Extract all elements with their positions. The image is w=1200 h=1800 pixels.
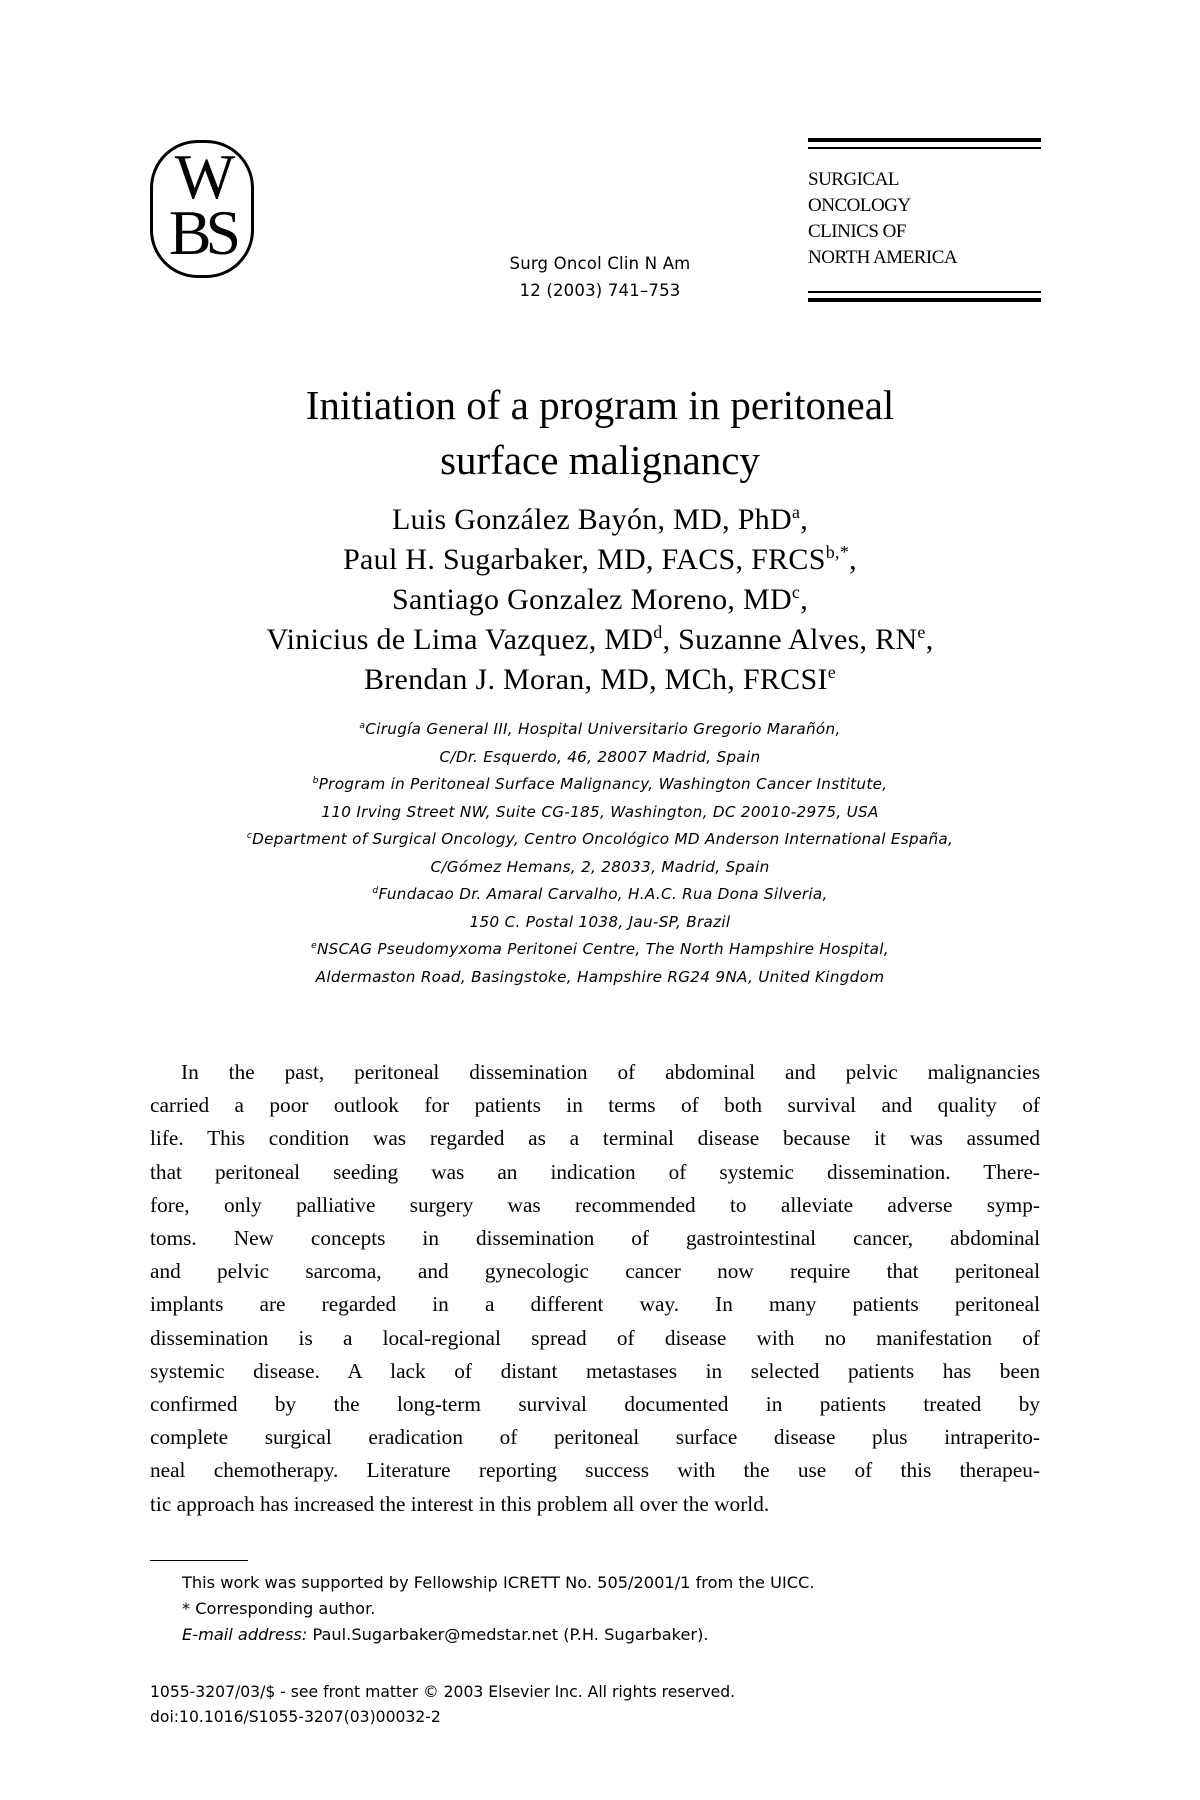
body-line: carried a poor outlook for patients in terms of both survival and quality of (150, 1093, 1040, 1118)
author-line (150, 620, 1050, 660)
author-separator: , (800, 503, 809, 536)
email-note (150, 1622, 1050, 1648)
affiliation-line (150, 936, 1050, 964)
affiliation-marker: b (312, 775, 319, 786)
footnotes (150, 1570, 1050, 1648)
author-affil-marker: b,* (825, 542, 850, 562)
citation-journal: Surg Oncol Clin N Am (509, 254, 691, 273)
body-line: and pelvic sarcoma, and gynecologic cancer now require that peritoneal (150, 1259, 1040, 1284)
affiliation-line: C/Gómez Hemans, 2, 28033, Madrid, Spain (430, 857, 770, 876)
author-line (150, 580, 1050, 620)
journal-top-rule-thin (808, 147, 1041, 149)
author-line (150, 660, 1050, 700)
copyright-line: 1055-3207/03/$ - see front matter © 2003 Elsevier Inc. All rights reserved. (150, 1683, 736, 1701)
affiliation-line: 110 Irving Street NW, Suite CG-185, Washington, DC 20010-2975, USA (321, 802, 879, 821)
author-affil-marker: c (791, 582, 801, 602)
body-paragraph (150, 1056, 1040, 1521)
affiliation-text: Cirugía General III, Hospital Universitario Gregorio Marañón, (365, 720, 841, 738)
journal-name (808, 167, 1041, 271)
email-label: E-mail address: (182, 1625, 308, 1644)
body-line: neal chemotherapy. Literature reporting success with the use of this therapeu- (150, 1458, 1040, 1483)
body-line: dissemination is a local-regional spread of disease with no manifestation of (150, 1325, 1040, 1350)
affiliation-marker: e (311, 940, 318, 951)
body-line: toms. New concepts in dissemination of gastrointestinal cancer, abdominal (150, 1226, 1040, 1251)
author-affil-marker: e (917, 622, 926, 642)
author-name: Luis González Bayón, MD, PhD (391, 503, 792, 536)
body-line: implants are regarded in a different way. In many patients peritoneal (150, 1292, 1040, 1317)
author-name: Vinicius de Lima Vazquez, MD (266, 623, 654, 656)
affiliation-text: Program in Peritoneal Surface Malignancy, Washington Cancer Institute, (318, 775, 888, 793)
publisher-logo (150, 140, 254, 278)
citation-volume: 12 (2003) 741–753 (519, 281, 681, 300)
logo-top-letters: W (174, 141, 230, 212)
affiliation-line (150, 826, 1050, 854)
copyright-block (150, 1680, 1050, 1730)
journal-name-block (808, 138, 1041, 302)
author-separator: , (849, 543, 857, 576)
author-separator: , (800, 583, 809, 616)
author-name: Santiago Gonzalez Moreno, MD (391, 583, 792, 616)
logo-bottom-letters: BS (168, 197, 236, 268)
affiliation-line: Aldermaston Road, Basingstoke, Hampshire RG24 9NA, United Kingdom (315, 967, 885, 986)
affiliation-list (150, 716, 1050, 991)
doi-link[interactable]: doi:10.1016/S1055-3207(03)00032-2 (150, 1708, 441, 1726)
title-line: Initiation of a program in peritoneal (305, 382, 895, 428)
author-line (150, 540, 1050, 580)
affiliation-line (150, 771, 1050, 799)
author-name: , Suzanne Alves, RN (662, 623, 918, 656)
affiliation-text: Department of Surgical Oncology, Centro Oncológico MD Anderson International España, (252, 830, 954, 848)
body-line: that peritoneal seeding was an indication of systemic dissemination. There- (150, 1159, 1040, 1184)
journal-name-line: CLINICS OF (808, 221, 906, 242)
author-line (150, 500, 1050, 540)
author-list (150, 500, 1050, 700)
journal-name-line: ONCOLOGY (808, 195, 911, 216)
affiliation-text: Fundacao Dr. Amaral Carvalho, H.A.C. Rua Dona Silveria, (378, 885, 828, 903)
body-line: confirmed by the long-term survival documented in patients treated by (150, 1392, 1040, 1417)
affiliation-line (150, 716, 1050, 744)
author-name: Brendan J. Moran, MD, MCh, FRCSI (363, 663, 828, 696)
affiliation-marker: a (359, 720, 366, 731)
funding-note: This work was supported by Fellowship ICRETT No. 505/2001/1 from the UICC. (182, 1573, 815, 1592)
author-affil-marker: e (827, 662, 837, 682)
corresponding-author-note: * Corresponding author. (182, 1599, 376, 1618)
affiliation-marker: d (372, 885, 379, 896)
affiliation-line: C/Dr. Esquerdo, 46, 28007 Madrid, Spain (439, 747, 761, 766)
footnote-rule (150, 1560, 248, 1561)
body-line: complete surgical eradication of peritoneal surface disease plus intraperito- (150, 1425, 1040, 1450)
journal-bottom-rule-thin (808, 291, 1041, 293)
journal-top-rule (808, 138, 1041, 142)
author-separator: , (925, 623, 934, 656)
journal-bottom-rule (808, 298, 1041, 302)
email-address-link[interactable]: Paul.Sugarbaker@medstar.net (P.H. Sugarbaker). (307, 1625, 709, 1644)
body-line: fore, only palliative surgery was recommended to alleviate adverse symp- (150, 1192, 1040, 1217)
author-name: Paul H. Sugarbaker, MD, FACS, FRCS (343, 543, 826, 576)
body-line: tic approach has increased the interest in this problem all over the world. (150, 1491, 770, 1516)
affiliation-text: NSCAG Pseudomyxoma Peritonei Centre, The North Hampshire Hospital, (317, 940, 889, 958)
body-line: life. This condition was regarded as a terminal disease because it was assumed (150, 1126, 1040, 1151)
affiliation-line: 150 C. Postal 1038, Jau-SP, Brazil (469, 912, 731, 931)
journal-name-line: SURGICAL (808, 169, 900, 190)
author-affil-marker: a (791, 502, 801, 522)
journal-name-line: NORTH AMERICA (808, 247, 958, 268)
body-line: systemic disease. A lack of distant metastases in selected patients has been (150, 1358, 1040, 1383)
author-affil-marker: d (653, 622, 663, 642)
affiliation-marker: c (246, 830, 253, 841)
body-line: In the past, peritoneal dissemination of abdominal and pelvic malignancies (181, 1060, 1040, 1084)
affiliation-line (150, 881, 1050, 909)
article-title (150, 378, 1050, 488)
title-line: surface malignancy (440, 437, 760, 483)
journal-citation (470, 250, 730, 304)
